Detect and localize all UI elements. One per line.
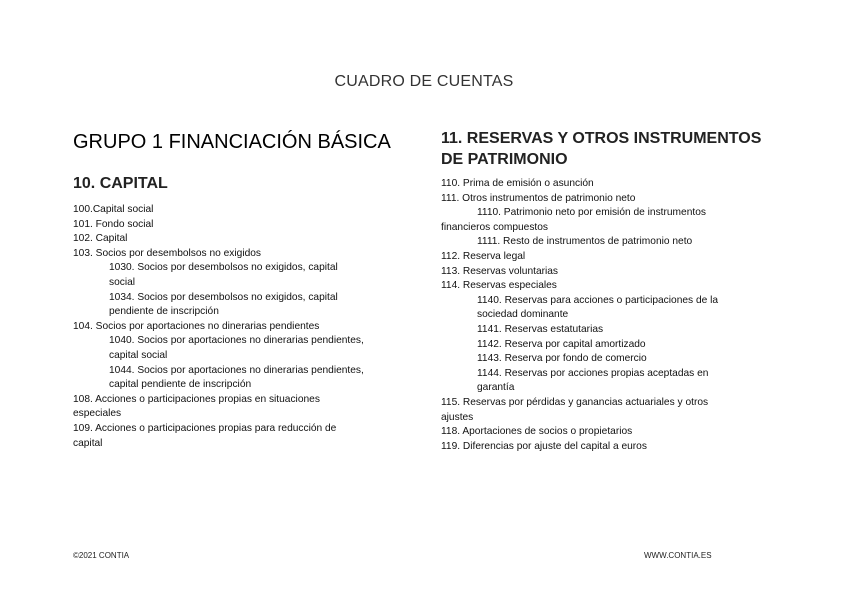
right-column — [441, 128, 781, 454]
account-subitem: 1111. Resto de instrumentos de patrimonio neto — [477, 236, 693, 248]
account-subitem: 1110. Patrimonio neto por emisión de instrumentos financieros compuestos — [441, 207, 706, 233]
section-title-reservas: 11. RESERVAS Y OTROS INSTRUMENTOS DE PATRIMONIO — [441, 130, 762, 168]
account-item: 109. Acciones o participaciones propias para reducción de capital — [73, 422, 337, 449]
account-item: 113. Reservas voluntarias — [441, 265, 559, 277]
account-item: 104. Socios por aportaciones no dinerarias pendientes — [73, 320, 320, 332]
group-title: GRUPO 1 FINANCIACIÓN BÁSICA — [73, 131, 391, 153]
account-subitem: 1141. Reservas estatutarias — [477, 323, 604, 335]
account-subitem: 1044. Socios por aportaciones no dinerarias pendientes, capital pendiente de inscripción — [109, 364, 364, 391]
account-item: 101. Fondo social — [73, 218, 154, 230]
account-subitem: 1040. Socios por aportaciones no dinerarias pendientes, capital social — [109, 335, 364, 361]
account-item: 108. Acciones o participaciones propias en situaciones especiales — [73, 393, 320, 420]
account-item: 102. Capital — [73, 233, 128, 245]
account-subitem: 1143. Reserva por fondo de comercio — [477, 353, 647, 365]
section-title-capital: 10. CAPITAL — [73, 175, 168, 192]
footer-website: WWW.CONTIA.ES — [644, 551, 712, 560]
footer-copyright: ©2021 CONTIA — [73, 551, 130, 560]
account-item: 110. Prima de emisión o asunción — [441, 178, 594, 189]
account-item: 115. Reservas por pérdidas y ganancias actuariales y otros ajustes — [441, 396, 709, 423]
account-subitem: 1034. Socios por desembolsos no exigidos, capital pendiente de inscripción — [109, 291, 338, 318]
left-column — [73, 129, 403, 451]
account-list-capital — [73, 203, 365, 451]
account-subitem: 1140. Reservas para acciones o participaciones de la sociedad dominante — [477, 294, 719, 321]
account-subitem: 1142. Reserva por capital amortizado — [477, 338, 646, 350]
account-item: 112. Reserva legal — [441, 250, 526, 262]
account-subitem: 1144. Reservas por acciones propias aceptadas en garantía — [477, 367, 709, 394]
account-item: 111. Otros instrumentos de patrimonio neto — [441, 192, 636, 204]
account-subitem: 1030. Socios por desembolsos no exigidos, capital social — [109, 262, 338, 288]
page-title: CUADRO DE CUENTAS — [334, 73, 514, 90]
account-item: 118. Aportaciones de socios o propietarios — [441, 426, 633, 438]
account-item: 119. Diferencias por ajuste del capital a euros — [441, 440, 647, 452]
account-item: 103. Socios por desembolsos no exigidos — [73, 247, 262, 259]
account-list-reservas — [441, 177, 741, 454]
account-item: 114. Reservas especiales — [441, 280, 557, 292]
account-item: 100.Capital social — [73, 204, 154, 215]
